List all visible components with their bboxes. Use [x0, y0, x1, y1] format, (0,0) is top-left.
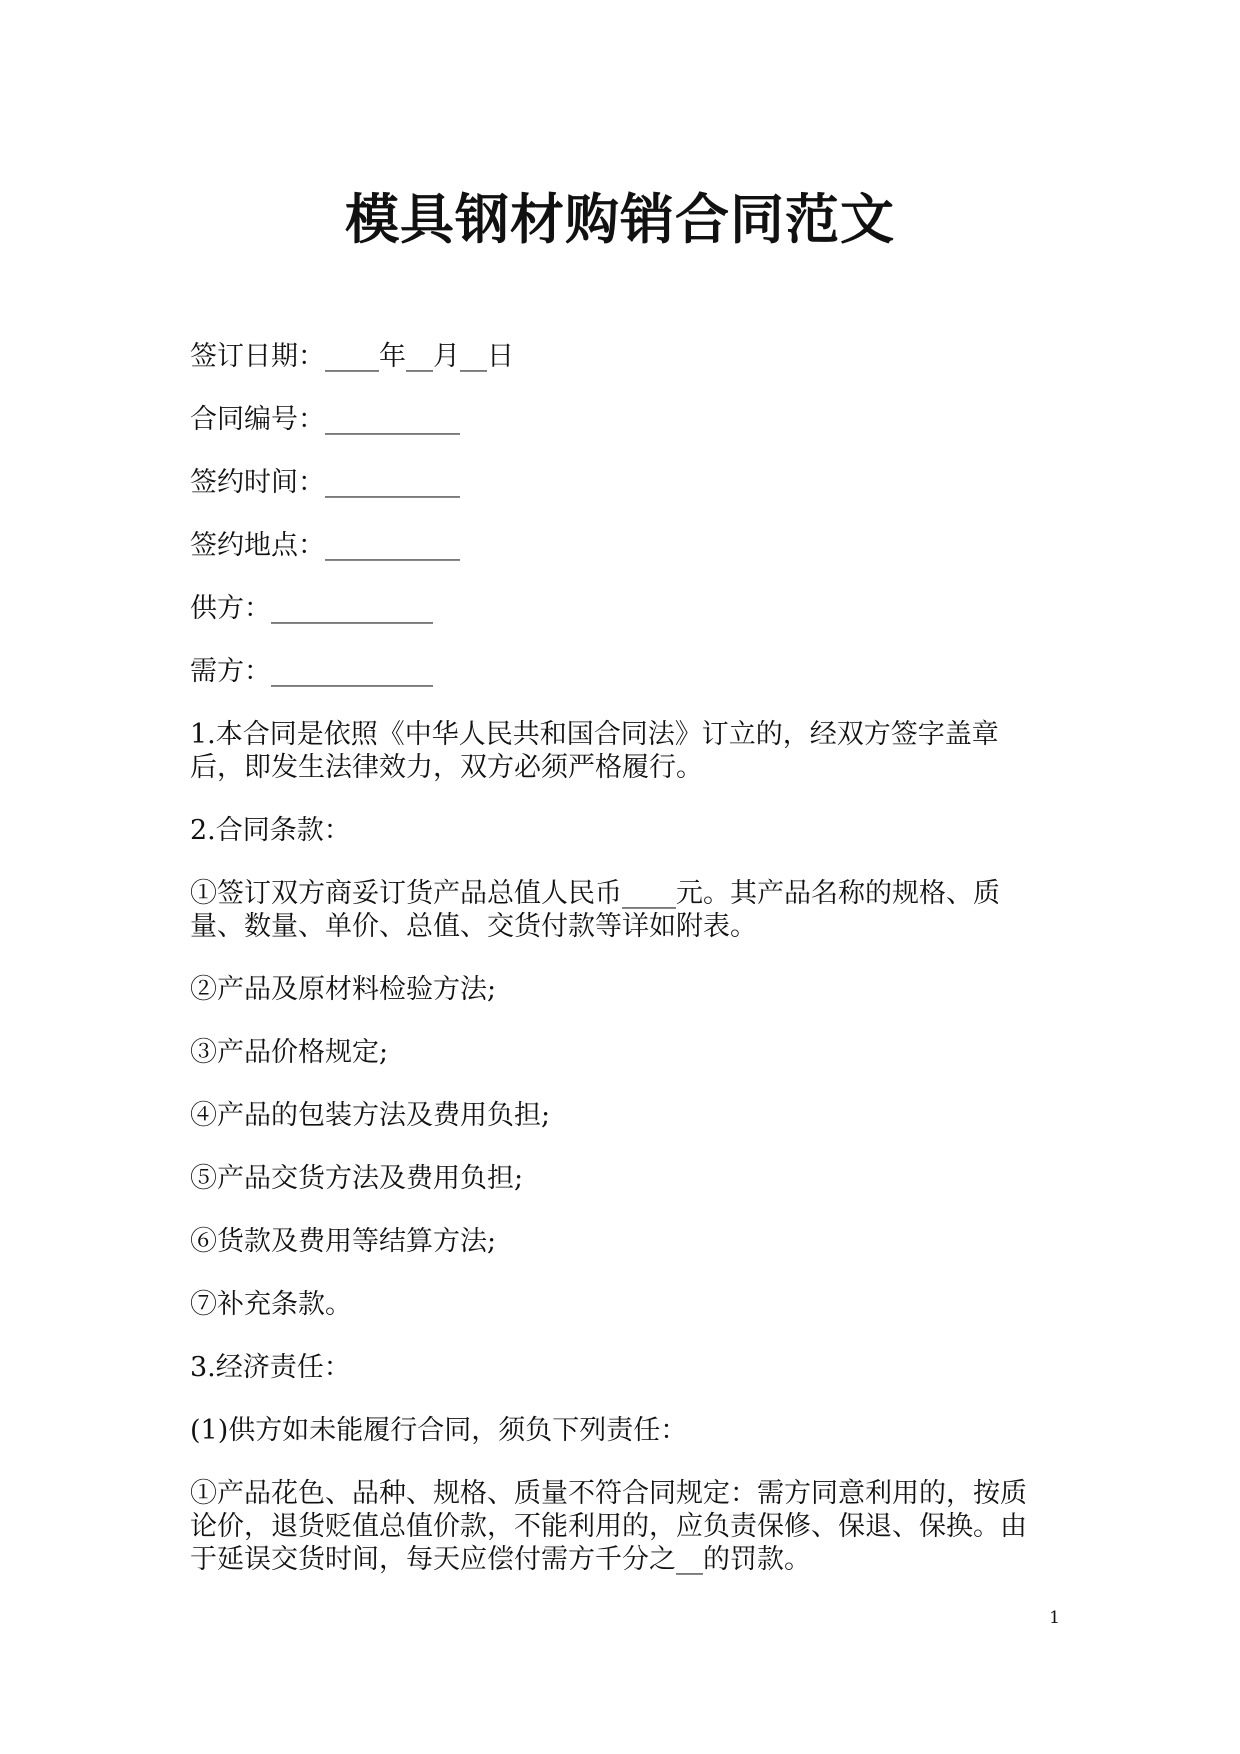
buyer-line: 需方：____________ — [190, 656, 433, 687]
clause-2-heading: 2.合同条款： — [190, 815, 351, 846]
clause-2-item-4: ④产品的包装方法及费用负担; — [190, 1100, 551, 1131]
document-title: 模具钢材购销合同范文 — [345, 188, 895, 251]
document-body — [190, 340, 1040, 1606]
clause-2-item-6: ⑥货款及费用等结算方法; — [190, 1226, 497, 1257]
clause-3-heading: 3.经济责任： — [190, 1352, 351, 1383]
clause-2-item-2: ②产品及原材料检验方法; — [190, 974, 497, 1005]
contract-number-line: 合同编号：__________ — [190, 404, 460, 435]
clause-2-item-1: ①签订双方商妥订货产品总值人民币____元。其产品名称的规格、质量、数量、单价、总值、交货付款等详如附表。 — [190, 878, 1000, 942]
clause-3-subheading-1: (1)供方如未能履行合同，须负下列责任： — [190, 1415, 688, 1446]
clause-2-item-7: ⑦补充条款。 — [190, 1289, 352, 1320]
page-number: 1 — [1049, 1608, 1060, 1628]
signing-date-line: 签订日期：____年__月__日 — [190, 341, 514, 372]
clause-2-item-5: ⑤产品交货方法及费用负担; — [190, 1163, 524, 1194]
clause-2-item-3: ③产品价格规定; — [190, 1037, 389, 1068]
clause-1: 1.本合同是依照《中华人民共和国合同法》订立的，经双方签字盖章后，即发生法律效力，双方必须严格履行。 — [190, 719, 999, 783]
clause-3-item-1: ①产品花色、品种、规格、质量不符合同规定：需方同意利用的，按质论价，退货贬值总值价款，不能利用的，应负责保修、保退、保换。由于延误交货时间，每天应偿付需方千分之__的罚款。 — [190, 1478, 1027, 1575]
supplier-line: 供方：____________ — [190, 593, 433, 624]
signing-time-line: 签约时间：__________ — [190, 467, 460, 498]
signing-place-line: 签约地点：__________ — [190, 530, 460, 561]
